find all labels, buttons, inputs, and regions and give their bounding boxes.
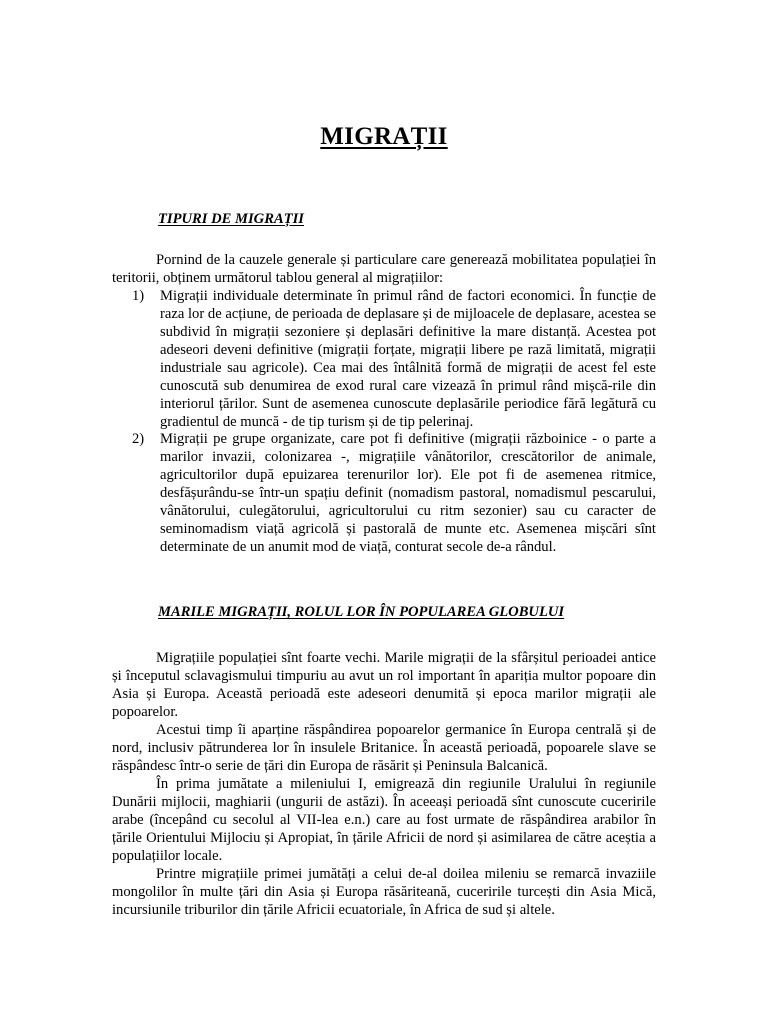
list-number: 1): [132, 288, 145, 304]
page-title: MIGRAȚII: [320, 123, 448, 150]
paragraph: În prima jumătate a mileniului I, emigrează din regiunile Uralului în regiunile Dunării mijlocii, maghiarii (ungurii de astăzi). În aceeași perioadă sînt cunoscute cuceririle arabe (începând cu secolul al VII-lea e.n.) care au fost urmate de răspândirea arabilor în țările Orientului Mijlociu și Apropiat, în țările Africii de nord și asimilarea de către aceștia a populațiilor locale.: [112, 776, 656, 864]
list-number: 2): [132, 431, 145, 447]
paragraph: Migrațiile populației sînt foarte vechi. Marile migrații de la sfârșitul perioadei antice și începutul sclavagismului timpuriu au avut un rol important în apariția multor popoare din Asia și Europa. Această perioadă este adeseori denumită și epoca marilor migrații ale popoarelor.: [112, 650, 656, 720]
section2-body: [112, 649, 656, 919]
section-heading-marile-migratii: MARILE MIGRAȚII, ROLUL LOR ÎN POPULAREA GLOBULUI: [158, 604, 565, 620]
paragraph: Pornind de la cauzele generale și particulare care generează mobilitatea populației în teritorii, obținem următorul tablou general al migrațiilor:: [112, 252, 656, 286]
paragraph: Printre migrațiile primei jumătăți a celui de-al doilea mileniu se remarcă invaziile mongolilor în multe țări din Asia și Europa răsăriteană, cuceririle turcești din Asia Mică, incursiunile triburilor din țările Africii ecuatoriale, în Africa de sud și altele.: [112, 866, 656, 918]
intro-paragraph: [112, 251, 656, 287]
paragraph: Acestui timp îi aparține răspândirea popoarelor germanice în Europa centrală și de nord, inclusiv pătrunderea lor în insulele Britanice. În această perioadă, popoarele slave se răspândesc într-o serie de țări din Europa de răsărit și Peninsula Balcanică.: [112, 722, 656, 774]
section-heading-tipuri: TIPURI DE MIGRAȚII: [158, 211, 304, 227]
list-text: Migrații pe grupe organizate, care pot fi definitive (migrații războinice - o parte a marilor invazii, colonizarea -, migrațiile vânătorilor, crescătorilor de animale, agricultorilor după epuizarea terenurilor lor). Ele pot fi de asemenea ritmice, desfășurându-se într-un spațiu definit (nomadism pastoral, nomadismul pescarului, vânătorului, culegătorului, agricultorului cu ritm sezonier) sau cu caracter de seminomadism viață agricolă și pastorală de munte etc. Asemenea mișcări sînt determinate de un anumit mod de viață, conturat secole de-a rândul.: [160, 431, 656, 555]
list-text: Migrații individuale determinate în primul rând de factori economici. În funcție de raza lor de acțiune, de perioada de deplasare și de mijloacele de deplasare, acestea se subdivid în migrații sezoniere și deplasări definitive la mare distanță. Acestea pot adeseori deveni definitive (migrații forțate, migrații libere pe rază limitată, migrații industriale sau agricole). Cea mai des întâlnită formă de migrații de acest fel este cunoscută sub denumirea de exod rural care vizează în primul rând mișcă-rile din interiorul țărilor. Sunt de asemenea cunoscute deplasările periodice fără legătură cu gradientul de muncă - de tip turism și de tip pelerinaj.: [160, 288, 656, 430]
